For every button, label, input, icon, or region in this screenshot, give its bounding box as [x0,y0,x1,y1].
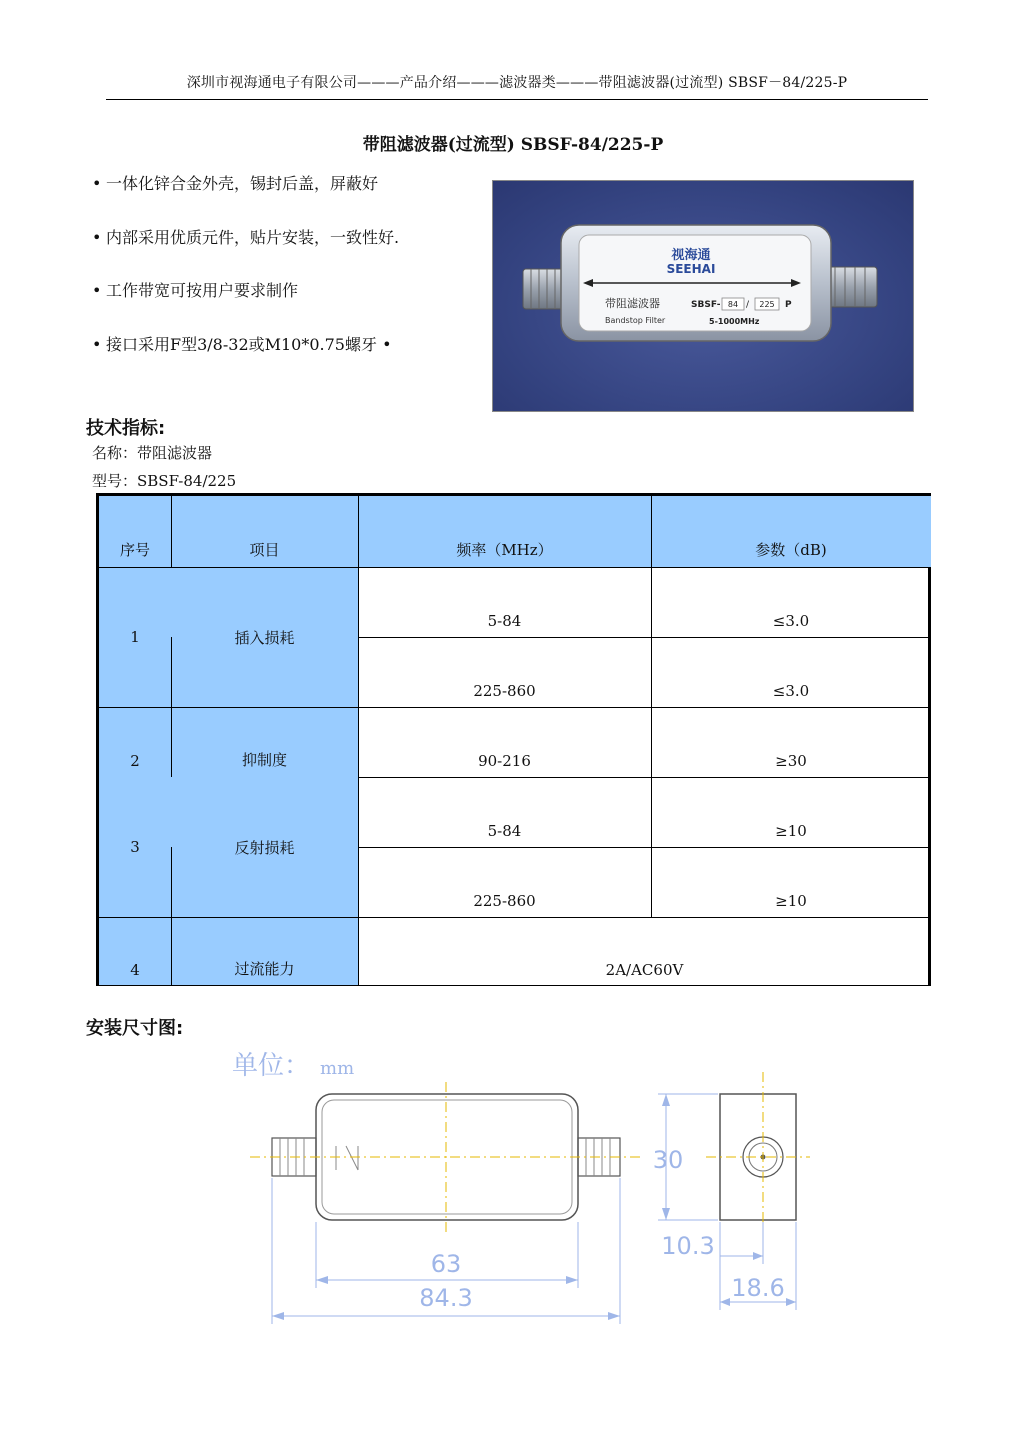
unit-value: mm [320,1058,355,1079]
grid-line [651,496,652,917]
row3-freq1: 5-84 [487,822,522,840]
feature-text: 接口采用F型3/8-32或M10*0.75螺牙 • [106,334,392,354]
row4-value: 2A/AC60V [605,961,684,979]
side-view [706,1072,810,1234]
grid-line [358,637,931,638]
dims-heading: 安装尺寸图: [86,1018,184,1039]
feature-item [92,333,482,387]
grid-line [171,496,172,567]
spec-heading: 技术指标: [86,418,166,439]
feature-item [92,172,482,226]
unit-label: 单位： [232,1051,311,1081]
row2-freq1: 90-216 [478,752,531,770]
label-model-prefix: SBSF- [691,300,721,310]
dimension-drawing [210,1042,822,1364]
label-model-high: 225 [759,300,775,309]
row1-freq1: 5-84 [487,612,522,630]
label-model-slash: / [746,300,750,310]
dim-84-3-label: 84.3 [419,1284,473,1312]
label-range: 5-1000MHz [709,317,760,326]
grid-line [358,496,359,986]
header-freq: 频率（MHz） [456,541,553,559]
grid-line [99,567,931,568]
header-param: 参数（dB) [755,541,827,559]
page-title: 带阻滤波器(过流型) SBSF-84/225-P [362,135,664,155]
grid-line [171,847,172,986]
label-brand-en: SEEHAI [666,262,716,276]
page-header: 深圳市视海通电子有限公司———产品介绍———滤波器类———带阻滤波器(过流型) SBSF－84/225-P [186,75,848,91]
row1-param1: ≤3.0 [772,612,810,630]
right-connector-icon [825,267,877,307]
row2-no: 2 [130,752,140,770]
feature-text: 内部采用优质元件，贴片安装，一致性好. [106,227,400,247]
feature-text: 一体化锌合金外壳，锡封后盖，屏蔽好 [106,174,379,193]
label-product-en: Bandstop Filter [605,316,666,325]
front-view [250,1082,642,1234]
feature-list [92,172,482,386]
header-rule [106,99,928,100]
dim-63-label: 63 [430,1250,462,1278]
dim-18-6-label: 18.6 [731,1274,785,1302]
row3-param2: ≥10 [775,892,807,910]
dim-width [720,1222,796,1310]
label-brand-cn: 视海通 [671,248,711,263]
dim-connector-offset [661,1222,763,1264]
arrow-mark-icon [336,1146,358,1170]
grid-line [358,777,931,778]
dim-10-3-label: 10.3 [661,1232,715,1260]
row3-freq2: 225-860 [473,892,536,910]
row3-no: 3 [130,838,140,856]
product-illustration [493,181,913,411]
grid-line [99,985,931,986]
row2-item: 抑制度 [241,751,287,769]
dim-body-length [316,1222,578,1288]
row1-param2: ≤3.0 [772,682,810,700]
grid-line [171,637,172,707]
spec-name: 名称：带阻滤波器 [92,444,213,462]
header-no: 序号 [119,541,150,559]
row3-param1: ≥10 [775,822,807,840]
row3-item: 反射损耗 [234,838,295,857]
feature-item [92,279,482,333]
bullet-mark: • [92,334,102,354]
spec-table [96,493,931,986]
header-item: 项目 [249,541,280,559]
dim-30-label: 30 [652,1146,684,1174]
label-model-low: 84 [727,300,739,309]
row1-no: 1 [130,628,140,646]
feature-text: 工作带宽可按用户要求制作 [106,281,299,300]
grid-line [358,847,931,848]
grid-line [99,917,931,918]
bullet-mark: • [92,281,102,300]
label-product-cn: 带阻滤波器 [605,297,660,310]
spec-model: 型号：SBSF-84/225 [92,472,237,490]
dimension-drawing-svg [210,1042,822,1360]
bullet-mark: • [92,174,102,193]
label-model-suffix: P [785,300,792,310]
bullet-mark: • [92,227,102,247]
row4-no: 4 [130,961,140,979]
row1-item: 插入损耗 [234,628,295,647]
feature-item [92,226,482,280]
grid-line [99,707,931,708]
grid-line [171,707,172,777]
row1-freq2: 225-860 [473,682,536,700]
product-photo [492,180,914,412]
row4-item: 过流能力 [234,960,295,978]
row2-param1: ≥30 [775,752,807,770]
